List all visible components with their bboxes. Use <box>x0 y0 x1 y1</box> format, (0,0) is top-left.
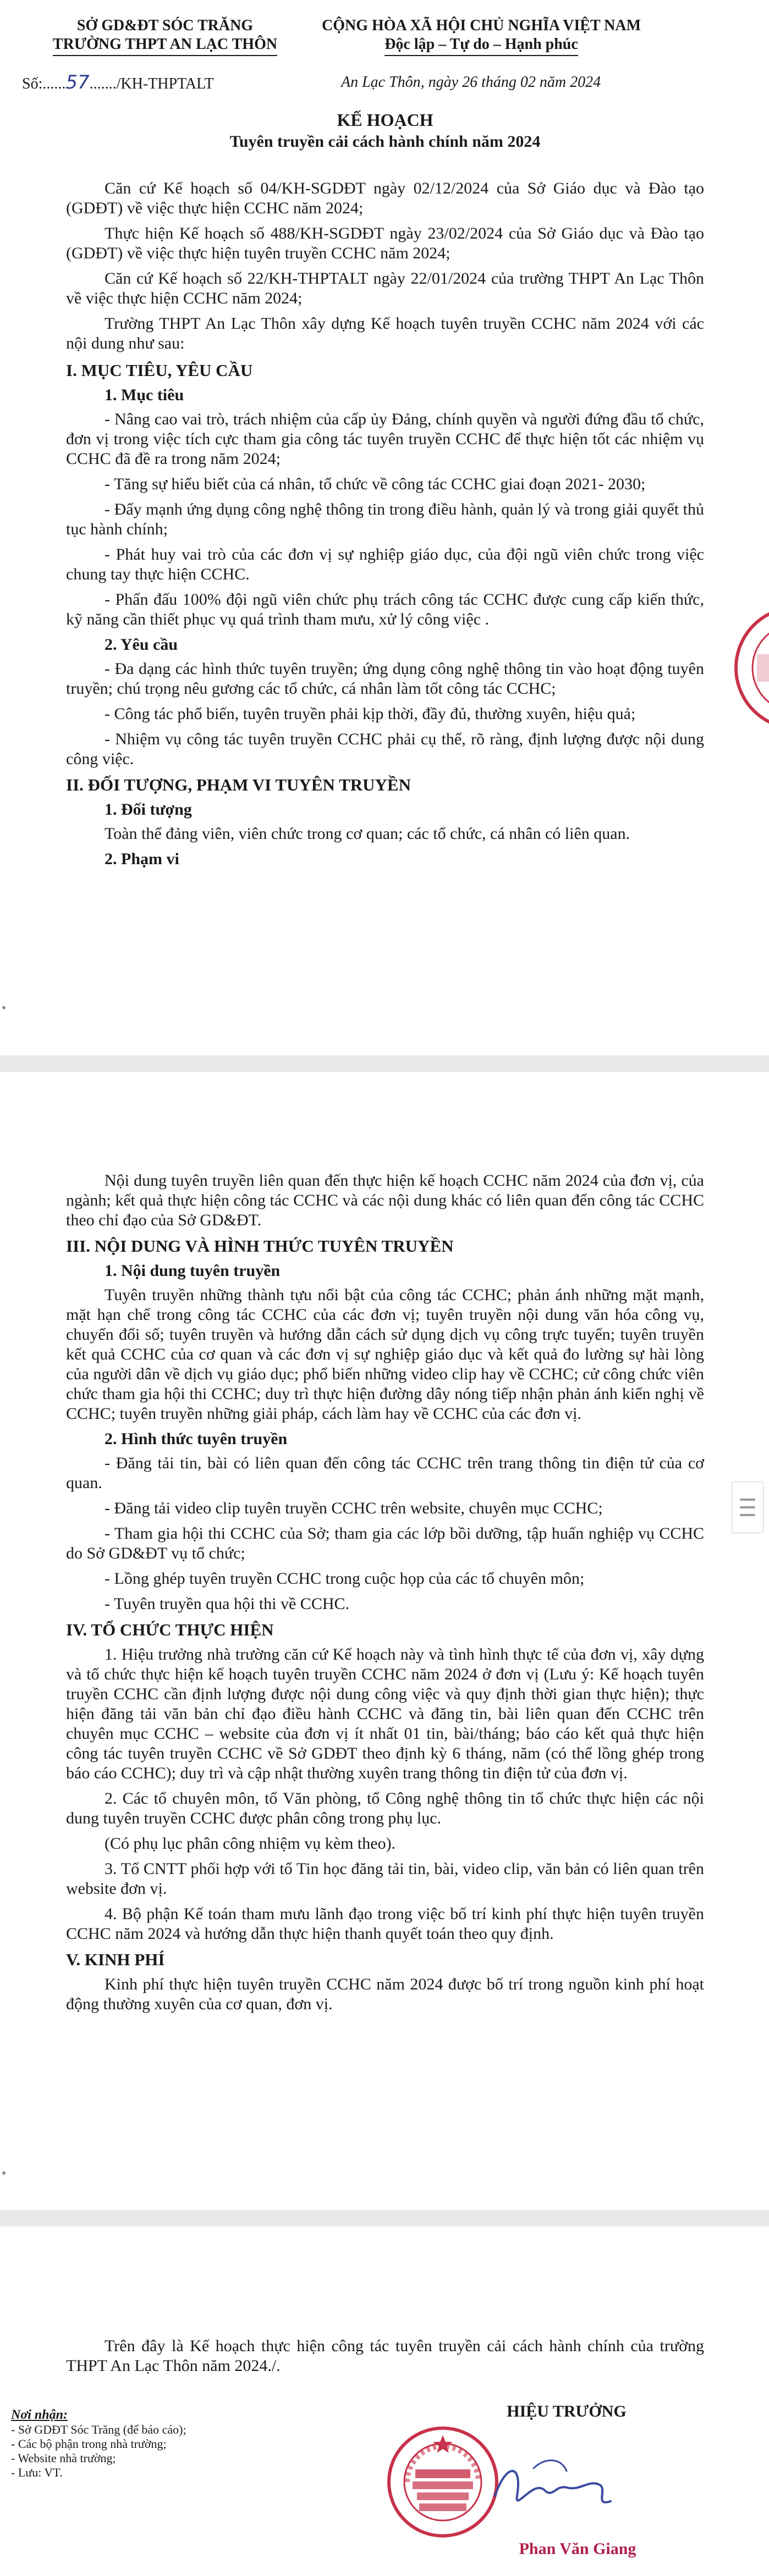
implementation-item: (Có phụ lục phân công nhiệm vụ kèm theo). <box>105 1834 396 1853</box>
section-4-title: IV. TỔ CHỨC THỰC HIỆN <box>66 1620 274 1639</box>
form-item: - Tham gia hội thi CCHC của Sở; tham gia các lớp bồi dưỡng, tập huấn nghiệp vụ CCHC do Sở GD&ĐT vụ tổ chức; <box>66 1524 704 1562</box>
doc-body-3 <box>66 2336 704 2381</box>
signer-title: HIỆU TRƯỞNG <box>507 2402 627 2420</box>
target-text: Toàn thể đảng viên, viên chức trong cơ quan; các tổ chức, cá nhân có liên quan. <box>105 825 630 843</box>
document-number: Số:......57......./KH-THPTALT <box>22 71 214 93</box>
section-1-sub-1: 1. Mục tiêu <box>105 386 184 404</box>
intro-para: Căn cứ Kế hoạch số 04/KH-SGDĐT ngày 02/12/2024 của Sở Giáo dục và Đào tạo (GDĐT) về việc thực hiện CCHC năm 2024; <box>66 179 704 217</box>
implementation-item: 2. Các tổ chuyên môn, tổ Văn phòng, tổ Công nghệ thông tin tổ chức thực hiện các nội dung tuyên truyền CCHC được phân công trong phụ lục. <box>66 1789 704 1827</box>
nation-line-2: Độc lập – Tự do – Hạnh phúc <box>308 35 655 56</box>
implementation-item: 3. Tổ CNTT phối hợp với tổ Tin học đăng tải tin, bài, video clip, văn bản có liên quan trên website đơn vị. <box>66 1860 704 1898</box>
objective-item: - Đẩy mạnh ứng dụng công nghệ thông tin trong điều hành, quản lý và trong giải quyết thủ tục hành chính; <box>66 500 704 538</box>
closing-text: Trên đây là Kế hoạch thực hiện công tác tuyên truyền cải cách hành chính của trường THPT An Lạc Thôn năm 2024./. <box>66 2337 704 2375</box>
section-3-title: III. NỘI DUNG VÀ HÌNH THỨC TUYÊN TRUYỀN <box>66 1236 454 1256</box>
implementation-item: 1. Hiệu trưởng nhà trường căn cứ Kế hoạch này và tình hình thực tế của đơn vị, xây dựng và tổ chức thực hiện kế hoạch tuyên truyền CCHC năm 2024 ở đơn vị (Lưu ý: Kế hoạch tuyên truyền CCHC cần định lượng được nội dung công việc và quy định thời gian thực hiện); thực hiện đăng tải văn bản chỉ đạo điều hành CCHC và đăng tin, bài liên quan đến CCHC trên chuyên mục CCHC – website của đơn vị ít nhất 01 tin, bài/tháng; báo cáo kết quả thực hiện công tác tuyên truyền CCHC về Sở GDĐT theo định kỳ 6 tháng, năm (có thể lồng ghép trong báo cáo CCHC); duy trì và cập nhật thường xuyên trang thông tin điện tử của đơn vị. <box>66 1645 704 1782</box>
objective-item: - Nâng cao vai trò, trách nhiệm của cấp ủy Đảng, chính quyền và người đứng đầu tổ chức, đơn vị trong việc tích cực tham gia công tác tuyên truyền CCHC để thực hiện tốt các nhiệm vụ CCHC đã đề ra trong năm 2024; <box>66 410 704 468</box>
document-page-1 <box>0 0 769 1055</box>
form-item: - Tuyên truyền qua hội thi về CCHC. <box>105 1595 350 1613</box>
handwritten-signature <box>484 2446 627 2523</box>
intro-para: Căn cứ Kế hoạch số 22/KH-THPTALT ngày 22/01/2024 của trường THPT An Lạc Thôn về việc thực hiện CCHC năm 2024; <box>66 269 704 307</box>
objective-item: - Phát huy vai trò của các đơn vị sự nghiệp giáo dục, của đội ngũ viên chức trong việc chung tay thực hiện CCHC. <box>66 545 704 583</box>
section-5-title: V. KINH PHÍ <box>66 1950 165 1969</box>
document-page-3 <box>0 2226 769 2576</box>
signature-block <box>451 2402 682 2421</box>
form-item: - Lồng ghép tuyên truyền CCHC trong cuộc họp của các tổ chuyên môn; <box>105 1569 585 1588</box>
section-3-sub-1: 1. Nội dung tuyên truyền <box>105 1262 281 1280</box>
requirement-item: - Nhiệm vụ công tác tuyên truyền CCHC phải cụ thể, rõ ràng, định lượng được nội dung công việc. <box>66 730 704 768</box>
section-2-sub-2: 2. Phạm vi <box>105 850 179 868</box>
scope-text: Nội dung tuyên truyền liên quan đến thực hiện kế hoạch CCHC năm 2024 của đơn vị, của ngành; kết quả thực hiện công tác CCHC và các nội dung khác có liên quan đến công tác CCHC theo chỉ đạo của Sở GD&ĐT. <box>66 1171 704 1229</box>
scan-speck <box>2 1006 6 1009</box>
budget-text: Kinh phí thực hiện tuyên truyền CCHC năm 2024 được bố trí trong nguồn kinh phí hoạt động thường xuyên của cơ quan, đơn vị. <box>66 1975 704 2013</box>
objective-item: - Phấn đấu 100% đội ngũ viên chức phụ trách công tác CCHC được cung cấp kiến thức, kỹ năng cần thiết phục vụ quá trình tham mưu, xử lý công việc . <box>66 590 704 628</box>
recipient-line: - Sở GDĐT Sóc Trăng (để báo cáo); <box>11 2423 186 2436</box>
intro-para: Thực hiện Kế hoạch số 488/KH-SGDĐT ngày 23/02/2024 của Sở Giáo dục và Đào tạo (GDĐT) về việc thực hiện tuyên truyền CCHC năm 2024; <box>66 224 704 262</box>
page-gap <box>0 2210 769 2226</box>
implementation-item: 4. Bộ phận Kế toán tham mưu lãnh đạo trong việc bố trí kinh phí thực hiện tuyên truyền CCHC năm 2024 và hướng dẫn thực hiện thanh quyết toán theo quy định. <box>66 1905 704 1943</box>
form-item: - Đăng tải tin, bài có liên quan đến công tác CCHC trên trang thông tin điện tử của cơ quan. <box>66 1454 704 1492</box>
doc-body-2 <box>66 1171 704 2020</box>
nation-line-1: CỘNG HÒA XÃ HỘI CHỦ NGHĨA VIỆT NAM <box>321 17 641 34</box>
page-gap <box>0 1055 769 1072</box>
plan-subtitle: Tuyên truyền cải cách hành chính năm 2024 <box>229 132 541 151</box>
doc-body-1 <box>66 110 704 874</box>
section-3-sub-2: 2. Hình thức tuyên truyền <box>105 1430 288 1448</box>
requirement-item: - Đa dạng các hình thức tuyên truyền; ứng dụng công nghệ thông tin vào hoạt động tuyên truyền; chú trọng nêu gương các tổ chức, cá nhân làm tốt công tác CCHC; <box>66 660 704 698</box>
recipient-line: - Website nhà trường; <box>11 2451 116 2465</box>
recipient-line: - Các bộ phận trong nhà trường; <box>11 2437 167 2451</box>
org-line-1: SỞ GD&ĐT SÓC TRĂNG <box>76 17 254 34</box>
section-2-sub-1: 1. Đối tượng <box>105 800 192 819</box>
partial-seal-edge <box>730 605 769 731</box>
requirement-item: - Công tác phổ biến, tuyên truyền phải kịp thời, đầy đủ, thường xuyên, hiệu quả; <box>105 705 636 723</box>
scan-speck <box>2 2171 6 2175</box>
national-motto <box>308 16 655 56</box>
document-date: An Lạc Thôn, ngày 26 tháng 02 năm 2024 <box>341 74 601 91</box>
content-text: Tuyên truyền những thành tựu nổi bật của công tác CCHC; phản ánh những mặt mạnh, mặt hạn chế trong công tác CCHC của các đơn vị; tuyên truyền nội dung văn hóa công vụ, chuyển đổi số; tuyên truyền và hướng dẫn cách sử dụng dịch vụ công trực tuyến; tuyên truyền kết quả CCHC của cơ quan và các đơn vị sự nghiệp giáo dục và kết quả đo lường sự hài lòng của người dân về dịch vụ giáo dục; phổ biến những video clip hay về CCHC; cử công chức viên chức tham gia hội thi CCHC; duy trì thực hiện đường dây nóng tiếp nhận phản ánh kiến nghị về CCHC; tuyên truyền những giải pháp, cách làm hay về CCHC của các đơn vị. <box>66 1286 704 1423</box>
issuing-org <box>22 16 308 56</box>
section-1-title: I. MỤC TIÊU, YÊU CẦU <box>66 361 253 380</box>
recipients-block <box>11 2408 297 2480</box>
plan-title: KẾ HOẠCH <box>337 110 433 130</box>
document-page-2 <box>0 1072 769 2210</box>
section-2-title: II. ĐỐI TƯỢNG, PHẠM VI TUYÊN TRUYỀN <box>66 775 411 794</box>
recipients-title: Nơi nhận: <box>11 2408 68 2422</box>
org-line-2: TRƯỜNG THPT AN LẠC THÔN <box>22 35 308 56</box>
handwritten-number: 57 <box>65 71 90 93</box>
signer-name: Phan Văn Giang <box>519 2540 636 2558</box>
recipient-line: - Lưu: VT. <box>11 2466 63 2479</box>
section-1-sub-2: 2. Yêu cầu <box>105 635 178 654</box>
objective-item: - Tăng sự hiểu biết của cá nhân, tổ chức về công tác CCHC giai đoạn 2021- 2030; <box>105 475 646 493</box>
form-item: - Đăng tải video clip tuyên truyền CCHC trên website, chuyên mục CCHC; <box>105 1499 603 1517</box>
side-menu-button[interactable] <box>732 1482 763 1533</box>
official-seal <box>385 2424 501 2540</box>
intro-para: Trường THPT An Lạc Thôn xây dựng Kế hoạch tuyên truyền CCHC năm 2024 với các nội dung như sau: <box>66 314 704 352</box>
